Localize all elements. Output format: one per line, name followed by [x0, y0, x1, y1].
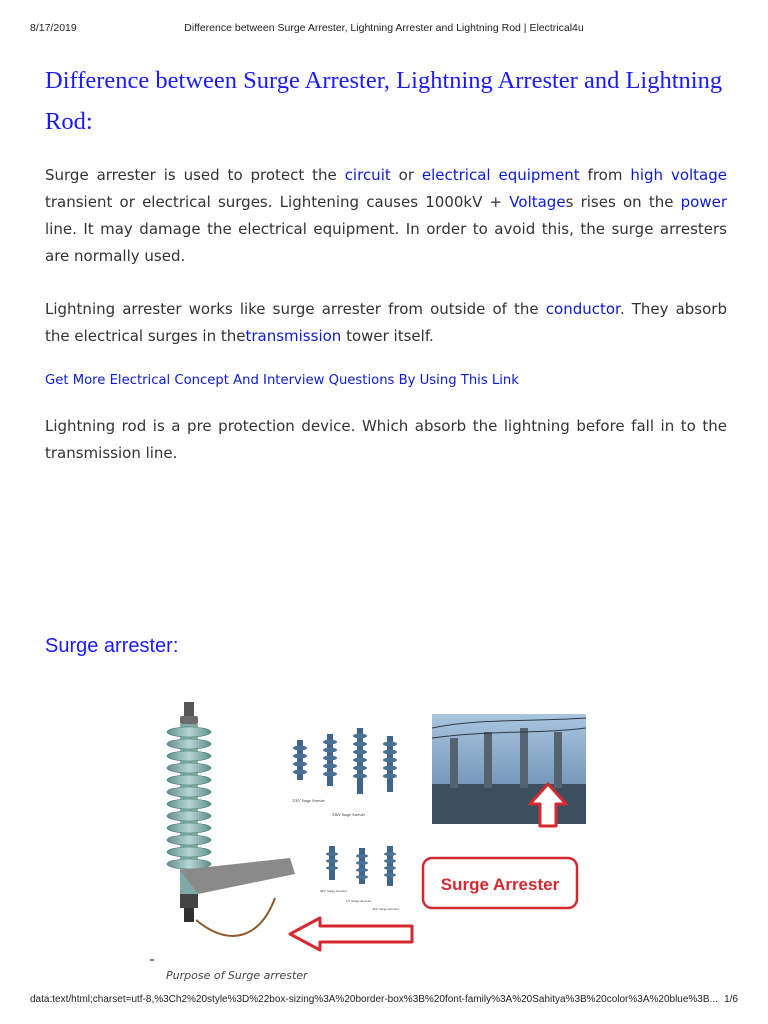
link-power[interactable]: power: [680, 193, 727, 211]
arrester-catalog-image: [292, 728, 400, 911]
label-lv: LV Surge Arrester: [346, 899, 372, 903]
article-title: Difference between Surge Arrester, Lightning Arrester and Lightning Rod:: [45, 67, 723, 135]
link-voltage[interactable]: Voltage: [509, 193, 566, 211]
text-segment: . They absorb the electrical surges in the: [45, 300, 727, 345]
article: [45, 60, 727, 658]
transformer-photo: [432, 714, 586, 824]
print-footer-url: data:text/html;charset=utf-8,%3Ch2%20style%3D%22box-sizing%3A%20border-box%3B%20font-family%3A%20Sahitya%3B%20color%3A%20blue%3B...: [30, 994, 718, 1005]
figure-caption: Purpose of Surge arrester: [166, 969, 308, 982]
print-page-title: Difference between Surge Arrester, Lightning Arrester and Lightning Rod | Electrical4u: [184, 22, 584, 34]
link-electrical-equipment[interactable]: electrical equipment: [421, 166, 580, 184]
paragraph-lightning-arrester: [45, 296, 727, 350]
page-number: 1/6: [724, 994, 738, 1005]
callout-label: Surge Arrester: [440, 875, 560, 894]
section-heading-surge-arrester: Surge arrester:: [45, 635, 179, 657]
text-segment: or: [390, 166, 422, 184]
text-segment: s rises on the: [565, 193, 681, 211]
label-11kv: 11kV Surge Arrester: [292, 798, 325, 803]
link-high-voltage[interactable]: high voltage: [630, 166, 727, 184]
label-33kv: 33kV Surge Arrester: [332, 812, 365, 817]
print-date: 8/17/2019: [30, 22, 77, 34]
link-conductor[interactable]: conductor: [545, 300, 620, 318]
left-arrow: [290, 918, 412, 950]
promo-link[interactable]: Get More Electrical Concept And Interview Questions By Using This Link: [45, 373, 519, 388]
paragraph-lightning-rod: Lightning rod is a pre protection device. Which absorb the lightning before fall in to the transmission line.: [45, 417, 727, 462]
link-circuit[interactable]: circuit: [344, 166, 391, 184]
text-segment: Lightning arrester works like surge arrester from outside of the: [45, 300, 546, 318]
text-segment: from: [579, 166, 631, 184]
surge-arrester-figure: [150, 698, 586, 962]
text-segment: tower itself.: [341, 327, 434, 345]
print-footer: [30, 994, 738, 1008]
link-transmission[interactable]: transmission: [245, 327, 342, 345]
label-6kv: 6kV Surge Arrester: [320, 889, 348, 893]
large-arrester-image: [150, 702, 295, 960]
label-3kv: 3kV Surge Arrester: [372, 907, 400, 911]
text-segment: transient or electrical surges. Lightening causes 1000kV +: [45, 193, 510, 211]
print-header: [0, 0, 768, 36]
paragraph-surge-arrester: [45, 162, 727, 270]
text-segment: line. It may damage the electrical equipment. In order to avoid this, the surge arresters are normally used.: [45, 220, 727, 265]
surge-arrester-callout: [423, 858, 577, 908]
text-segment: Surge arrester is used to protect the: [45, 166, 345, 184]
promo-paragraph: [45, 373, 727, 388]
